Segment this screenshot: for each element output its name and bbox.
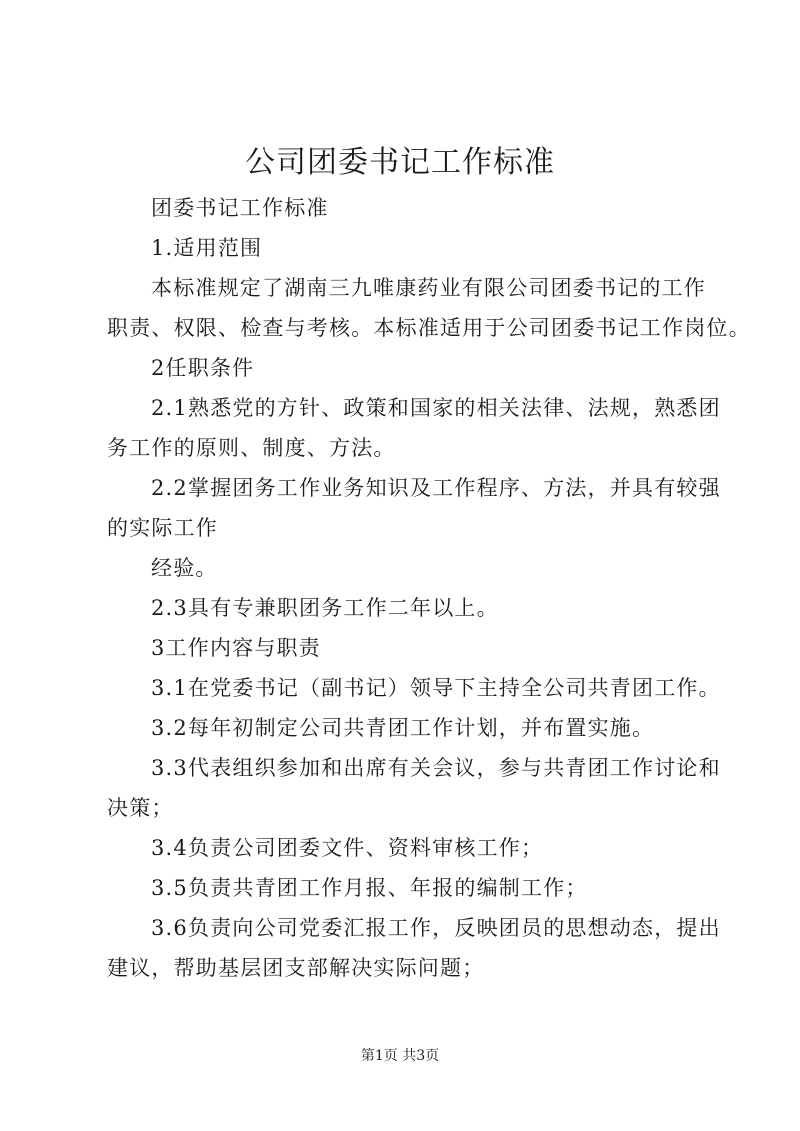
body-line: 团委书记工作标准 [151,196,329,220]
body-line: 3.4负责公司团委文件、资料审核工作； [151,836,544,860]
page-number: 第1页 共3页 [360,1048,440,1064]
body-line: 2.2掌握团务工作业务知识及工作程序、方法，并具有较强 [151,476,721,500]
body-line: 3.6负责向公司党委汇报工作，反映团员的思想动态，提出 [151,916,721,940]
body-line: 2.3具有专兼职团务工作二年以上。 [151,596,499,620]
body-line: 3工作内容与职责 [151,636,321,660]
body-line: 决策； [107,796,174,820]
body-line: 2.1熟悉党的方针、政策和国家的相关法律、法规，熟悉团 [151,396,721,420]
body-line: 经验。 [151,556,218,580]
body-line: 的实际工作 [107,516,218,540]
body-line: 职责、权限、检查与考核。本标准适用于公司团委书记工作岗位。 [107,316,751,340]
document-title: 公司团委书记工作标准 [245,145,555,180]
body-line: 3.2每年初制定公司共青团工作计划，并布置实施。 [151,716,655,740]
body-line: 建议，帮助基层团支部解决实际问题； [107,956,485,980]
body-line: 本标准规定了湖南三九唯康药业有限公司团委书记的工作 [151,276,706,300]
body-line: 3.1在党委书记（副书记）领导下主持全公司共青团工作。 [151,676,721,700]
document-body [107,188,751,988]
body-line: 3.5负责共青团工作月报、年报的编制工作； [151,876,588,900]
body-line: 2任职条件 [151,356,255,380]
body-line: 1.适用范围 [151,236,263,260]
body-line: 3.3代表组织参加和出席有关会议，参与共青团工作讨论和 [151,756,721,780]
body-line: 务工作的原则、制度、方法。 [107,436,396,460]
